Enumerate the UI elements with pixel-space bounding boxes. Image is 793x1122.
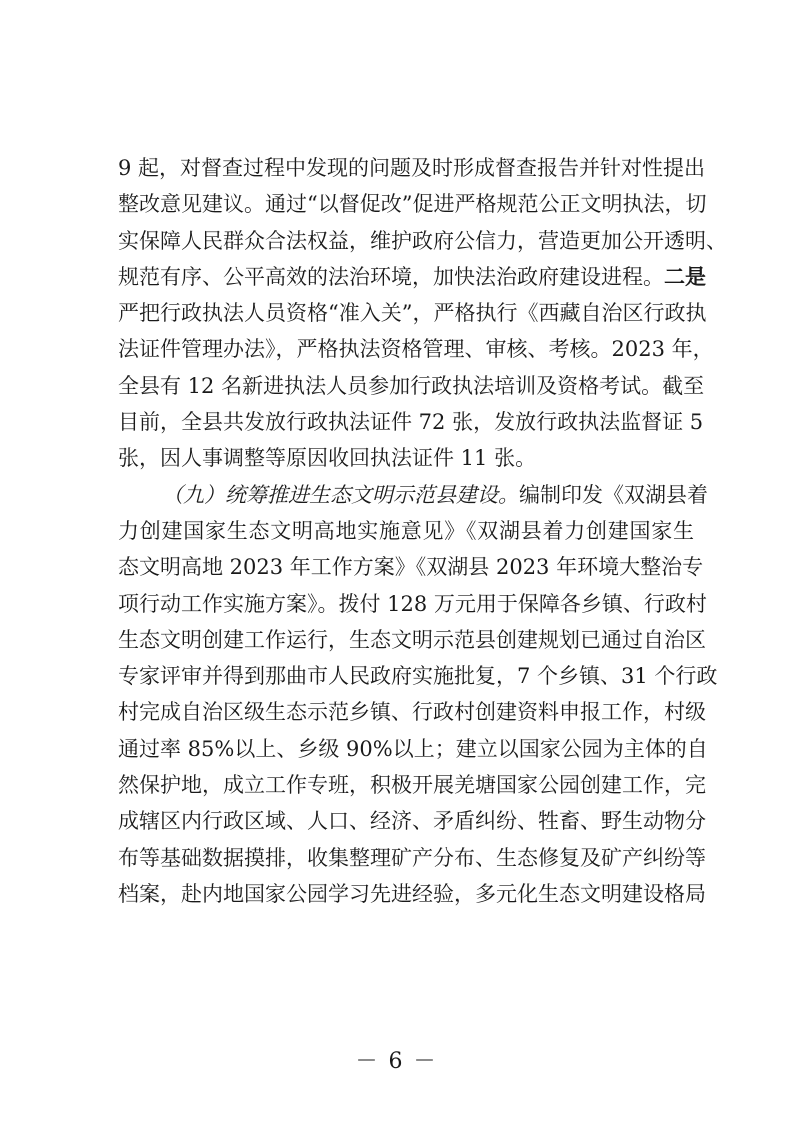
bold-lead-text: 二是 [664, 264, 706, 289]
paragraph-line: 布等基础数据摸排，收集整理矿产分布、生态修复及矿产纠纷等 [118, 845, 706, 870]
paragraph-line: 通过率 85%以上、乡级 90%以上；建立以国家公园为主体的自 [118, 736, 708, 761]
paragraph-line: 目前，全县共发放行政执法证件 72 张，发放行政执法监督证 5 [118, 410, 704, 435]
page-number: － 6 － [355, 1049, 438, 1074]
paragraph-line: 村完成自治区级生态示范乡镇、行政村创建资料申报工作，村级 [118, 700, 706, 725]
paragraph-line: 档案，赴内地国家公园学习先进经验，多元化生态文明建设格局 [118, 881, 706, 906]
paragraph-line: 全县有 12 名新进执法人员参加行政执法培训及资格考试。截至 [118, 373, 705, 398]
paragraph-line-text: 规范有序、公平高效的法治环境，加快法治政府建设进程。 [118, 264, 664, 289]
paragraph-line: 张，因人事调整等原因收回执法证件 11 张。 [118, 446, 537, 471]
paragraph-line-with-bold [118, 259, 706, 295]
paragraph-line: 实保障人民群众合法权益，维护政府公信力，营造更加公开透明、 [118, 228, 727, 253]
paragraph-line: 项行动工作实施方案》。拨付 128 万元用于保障各乡镇、行政村 [118, 591, 707, 616]
section-heading: （九）统筹推进生态文明示范县建设。 [162, 482, 519, 507]
paragraph-line: 专家评审并得到那曲市人民政府实施批复，7 个乡镇、31 个行政 [118, 664, 718, 689]
paragraph-line: 严把行政执法人员资格“准入关”，严格执行《西藏自治区行政执 [118, 301, 707, 326]
paragraph-line: 9 起，对督查过程中发现的问题及时形成督查报告并针对性提出 [118, 156, 706, 180]
paragraph-line-text: 编制印发《双湖县着 [519, 482, 708, 507]
section-heading-line [118, 477, 708, 513]
paragraph-line: 力创建国家生态文明高地实施意见》《双湖县着力创建国家生 [118, 518, 694, 543]
paragraph-line: 整改意见建议。通过“以督促改”促进严格规范公正文明执法，切 [118, 192, 707, 217]
paragraph-line: 成辖区内行政区域、人口、经济、矛盾纠纷、牲畜、野生动物分 [118, 809, 706, 834]
paragraph-line: 态文明高地 2023 年工作方案》《双湖县 2023 年环境大整治专 [118, 555, 704, 580]
body-text [118, 150, 727, 912]
paragraph-line: 生态文明创建工作运行，生态文明示范县创建规划已通过自治区 [118, 627, 706, 652]
paragraph-line: 然保护地，成立工作专班，积极开展羌塘国家公园创建工作，完 [118, 773, 706, 798]
paragraph-line: 法证件管理办法》，严格执法资格管理、审核、考核。2023 年， [118, 337, 714, 362]
